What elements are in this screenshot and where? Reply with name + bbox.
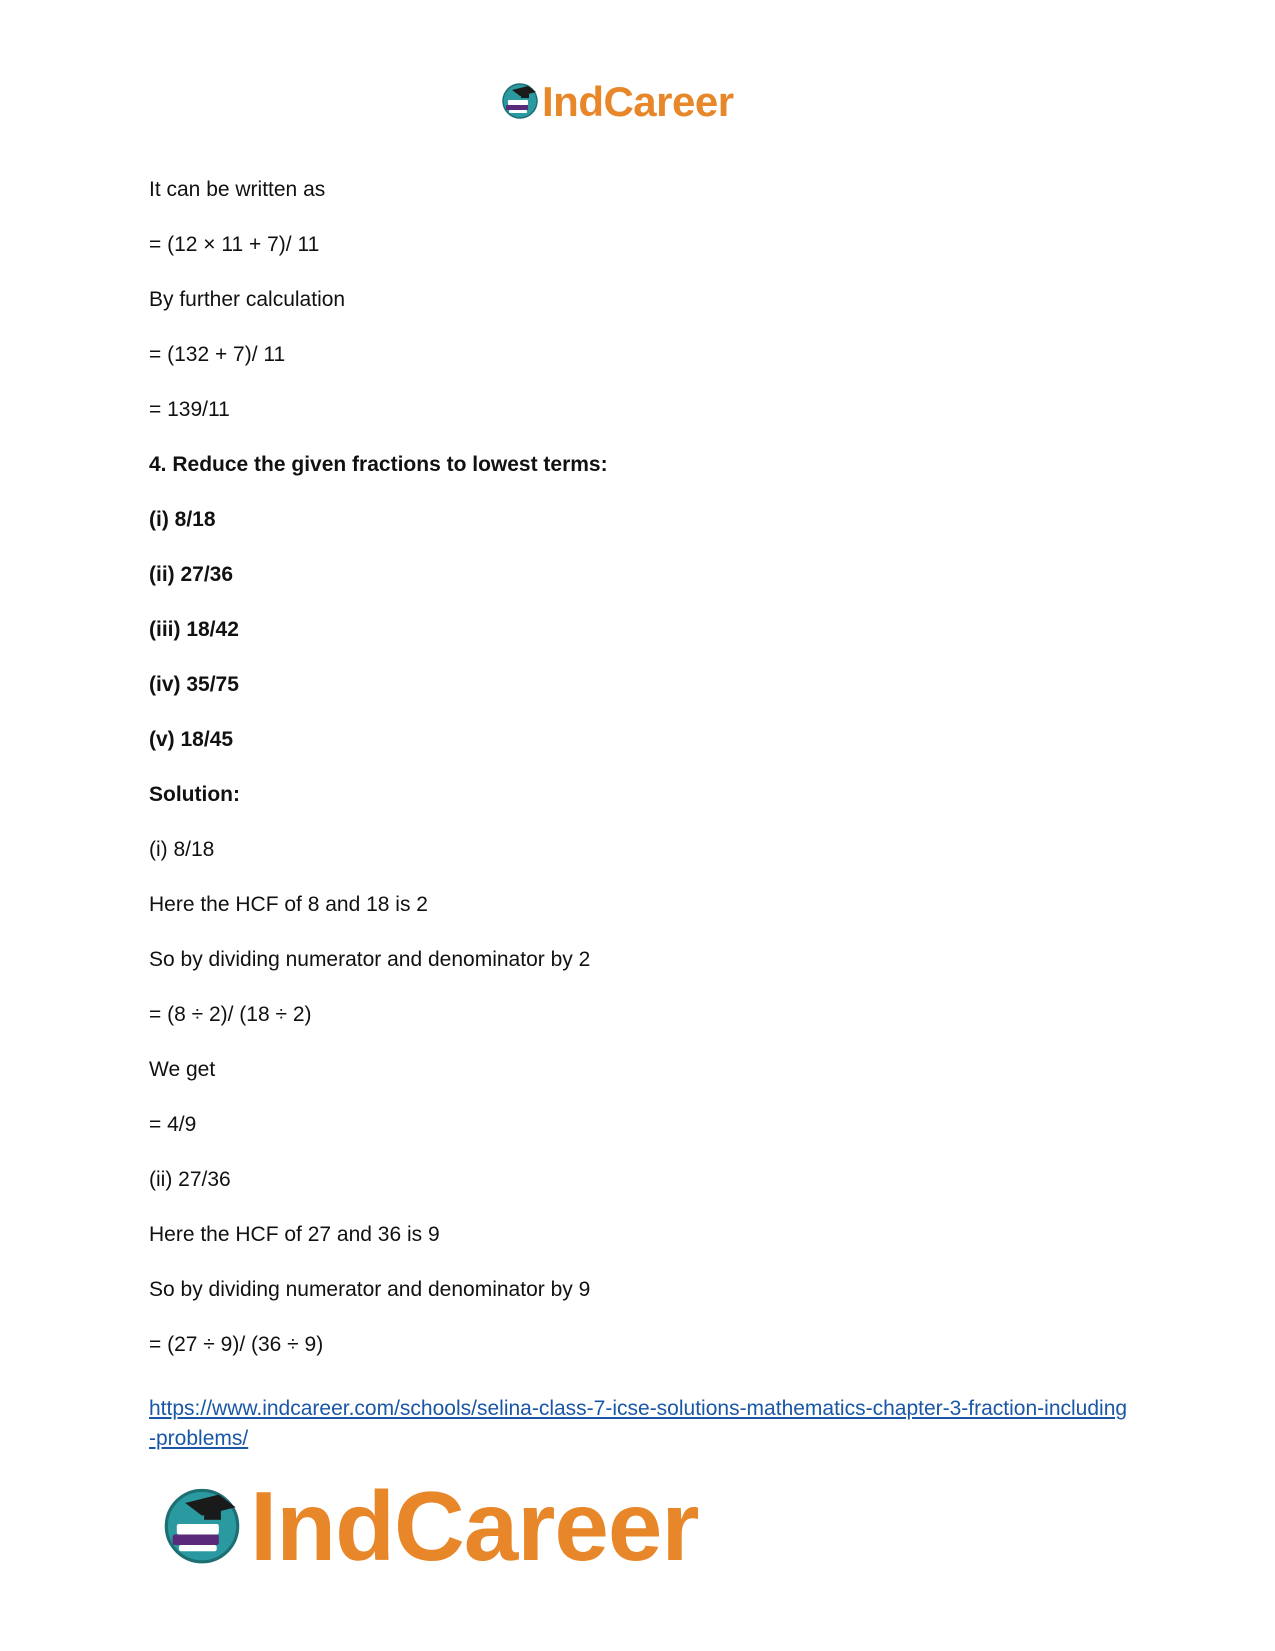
- text-line: = 4/9: [149, 1113, 197, 1136]
- question-line: (i) 8/18: [149, 508, 216, 531]
- text-line: So by dividing numerator and denominator by 2: [149, 948, 591, 971]
- question-line: (iii) 18/42: [149, 618, 239, 641]
- text-line: = (132 + 7)/ 11: [149, 343, 286, 366]
- text-line: = (27 ÷ 9)/ (36 ÷ 9): [149, 1333, 324, 1356]
- question-line: Solution:: [149, 783, 240, 806]
- logo-text: IndCareer: [542, 78, 734, 125]
- source-link[interactable]: https://www.indcareer.com/schools/selina-class-7-icse-solutions-mathematics-chapter-3-fraction-including-problems/: [149, 1397, 1128, 1450]
- text-line: = 139/11: [149, 398, 230, 421]
- text-line: It can be written as: [149, 178, 326, 201]
- question-line: (ii) 27/36: [149, 563, 234, 586]
- header-logo: [500, 78, 734, 126]
- graduation-cap-books-icon: [500, 80, 540, 125]
- text-line: So by dividing numerator and denominator by 9: [149, 1278, 591, 1301]
- question-line: (iv) 35/75: [149, 673, 239, 696]
- text-line: By further calculation: [149, 288, 346, 311]
- logo-text: IndCareer: [250, 1471, 699, 1581]
- footer-logo: [160, 1470, 699, 1583]
- text-line: (i) 8/18: [149, 838, 215, 861]
- text-line: Here the HCF of 27 and 36 is 9: [149, 1223, 440, 1246]
- text-line: = (8 ÷ 2)/ (18 ÷ 2): [149, 1003, 312, 1026]
- question-line: 4. Reduce the given fractions to lowest terms:: [149, 453, 608, 476]
- question-line: (v) 18/45: [149, 728, 234, 751]
- text-line: (ii) 27/36: [149, 1168, 231, 1191]
- text-line: Here the HCF of 8 and 18 is 2: [149, 893, 428, 916]
- text-line: We get: [149, 1058, 216, 1081]
- graduation-cap-books-icon: [160, 1482, 244, 1571]
- document-body: [149, 178, 1129, 1388]
- text-line: = (12 × 11 + 7)/ 11: [149, 233, 320, 256]
